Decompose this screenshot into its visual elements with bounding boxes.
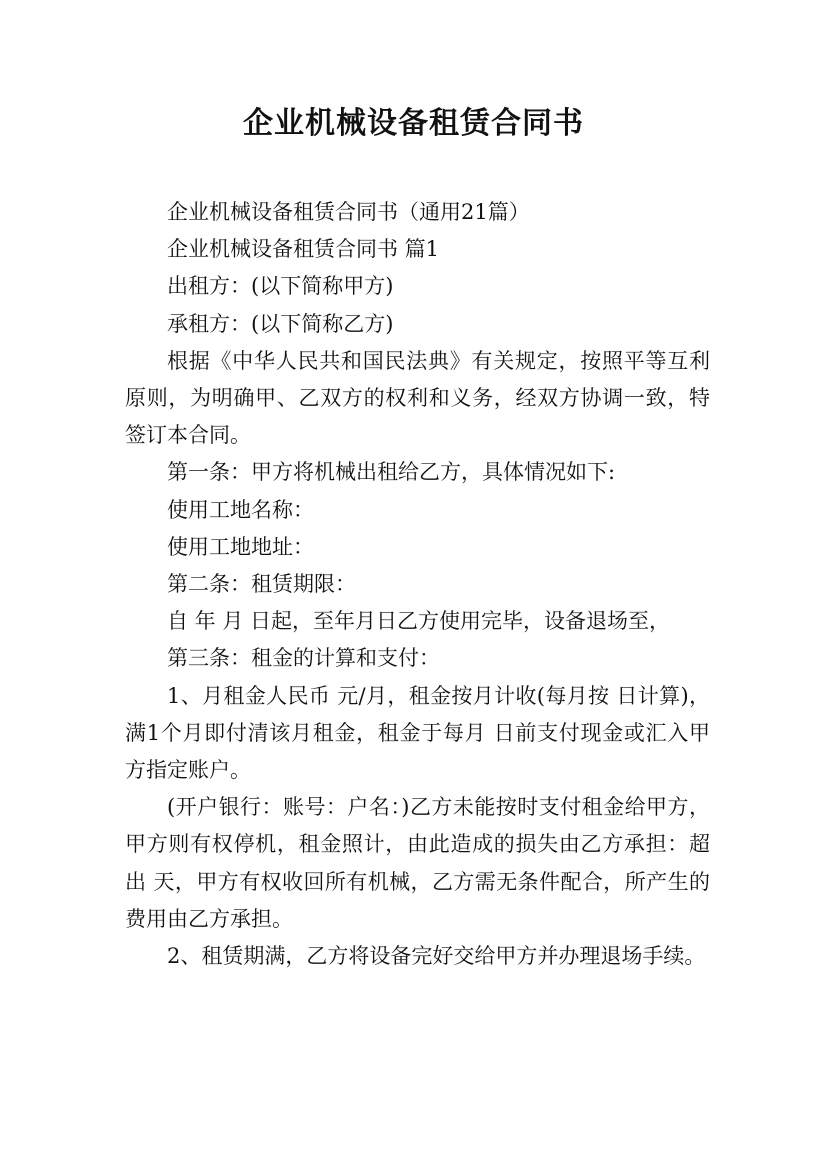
- paragraph-rent-terms: 1、月租金人民币 元/月，租金按月计收(每月按 日计算)，满1个月即付清该月租金，租金于每月 日前支付现金或汇入甲方指定账户。: [125, 683, 710, 783]
- paragraph-preamble: 根据《中华人民共和国民法典》有关规定，按照平等互利原则，为明确甲、乙双方的权利和义务，经双方协调一致，特签订本合同。: [125, 348, 710, 448]
- paragraph-lease-period: 自 年 月 日起，至年月日乙方使用完毕，设备退场至，: [167, 609, 671, 634]
- paragraph-site-name: 使用工地名称：: [167, 497, 314, 522]
- paragraph-clause-2: 第二条：租赁期限：: [167, 572, 356, 597]
- paragraph-bank-account: (开户银行：账号：户名：)乙方未能按时支付租金给甲方，甲方则有权停机，租金照计，由此造成的损失由乙方承担：超出 天，甲方有权收回所有机械，乙方需无条件配合，所产生的费用由乙方承担。: [125, 795, 710, 931]
- document-title: 企业机械设备租赁合同书: [243, 106, 584, 141]
- paragraph-clause-1: 第一条：甲方将机械出租给乙方，具体情况如下:: [167, 460, 616, 485]
- paragraph-lease-expiry: 2、租赁期满，乙方将设备完好交给甲方并办理退场手续。: [167, 944, 706, 969]
- paragraph-lessor: 出租方：(以下简称甲方): [167, 274, 394, 299]
- document-body: [125, 194, 710, 975]
- paragraph-site-address: 使用工地地址：: [167, 534, 314, 559]
- paragraph-collection-title: 企业机械设备租赁合同书（通用21篇）: [167, 200, 530, 224]
- paragraph-article-heading: 企业机械设备租赁合同书 篇1: [167, 237, 440, 262]
- paragraph-lessee: 承租方：(以下简称乙方): [167, 311, 394, 336]
- paragraph-clause-3: 第三条：租金的计算和支付：: [167, 646, 440, 671]
